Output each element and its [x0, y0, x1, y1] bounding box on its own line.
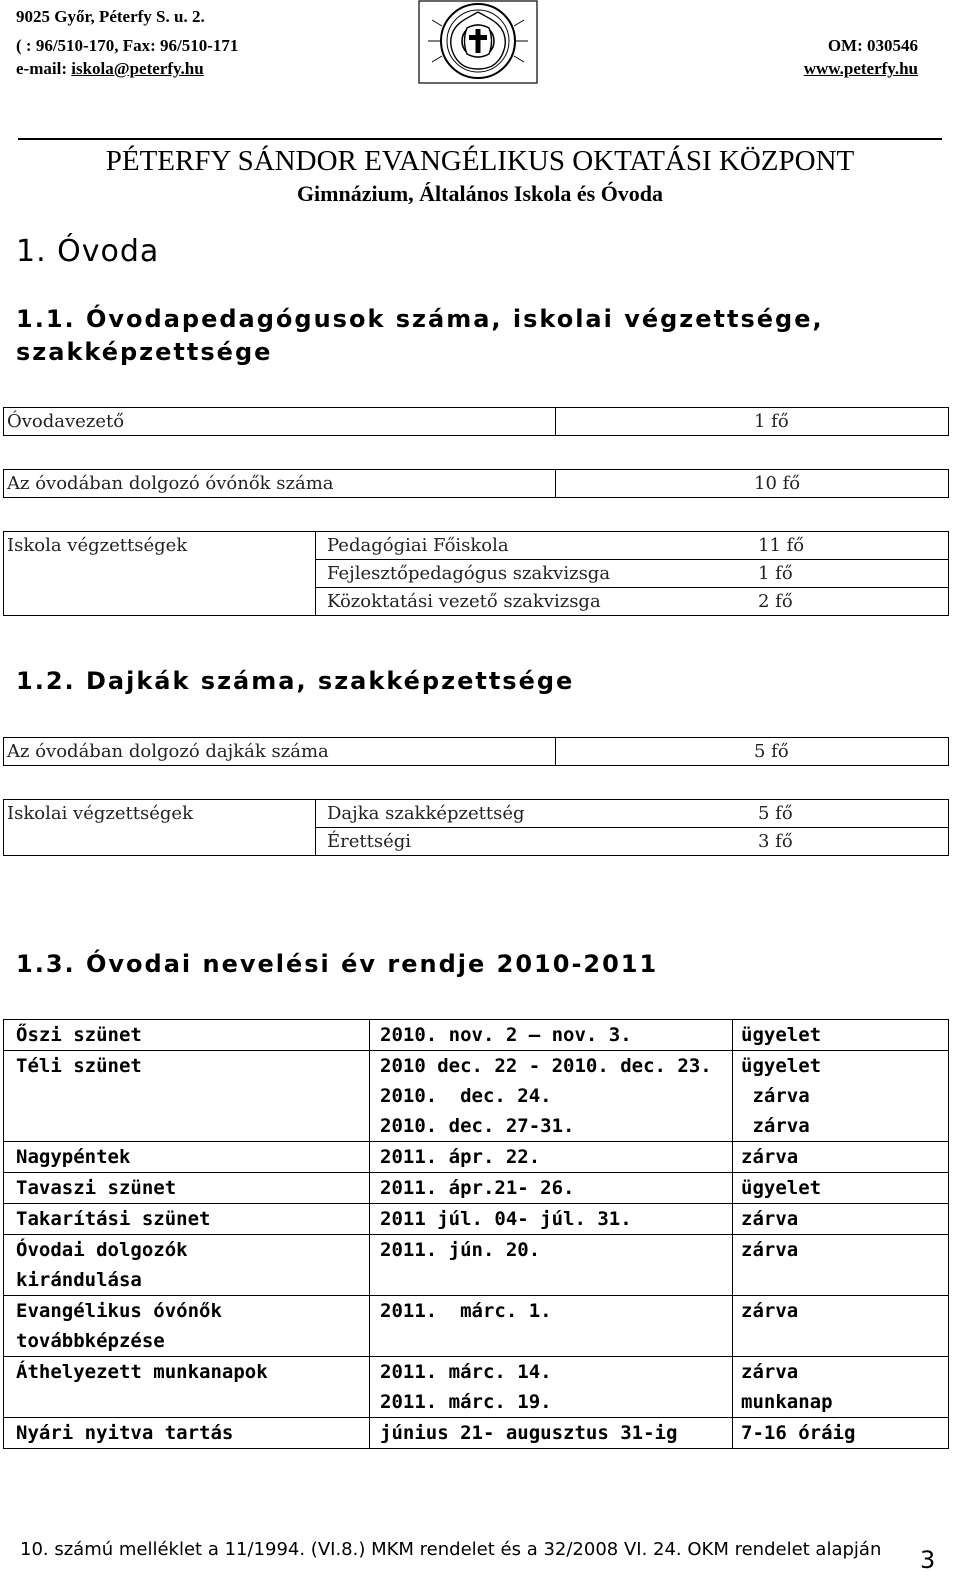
schedule-dates	[370, 1418, 733, 1449]
schedule-status	[733, 1020, 949, 1051]
schedule-event	[4, 1204, 370, 1235]
schedule-row	[4, 1051, 949, 1142]
schedule-status	[733, 1142, 949, 1173]
schedule-dates-line: 2011. márc. 14.	[380, 1361, 552, 1383]
nurses-label: Az óvodában dolgozó dajkák száma	[4, 738, 556, 766]
section-1-3-title: 1.3. Óvodai nevelési év rendje 2010-2011	[16, 950, 659, 978]
qualifications-label: Iskola végzettségek	[4, 532, 316, 560]
schedule-status	[733, 1235, 949, 1296]
section-1-1-title-line2: szakképzettsége	[16, 338, 273, 366]
schedule-event-line: Áthelyezett munkanapok	[16, 1361, 268, 1383]
schedule-status	[733, 1173, 949, 1204]
schedule-status-line: zárva	[741, 1115, 810, 1137]
schedule-dates-line: 2010. dec. 24.	[380, 1085, 552, 1107]
schedule-event	[4, 1142, 370, 1173]
schedule-event-line: kirándulása	[16, 1269, 142, 1291]
institution-subtitle: Gimnázium, Általános Iskola és Óvoda	[296, 181, 664, 206]
qualification-count: 1 fő	[755, 560, 949, 588]
teacher-qualifications-table	[3, 531, 949, 616]
nurse-qualifications-label: Iskolai végzettségek	[4, 800, 316, 828]
schedule-status-line: 7-16 óráig	[741, 1422, 856, 1444]
leader-label: Óvodavezető	[4, 408, 556, 436]
schedule-status-line: zárva	[741, 1146, 799, 1168]
nurses-table	[3, 737, 949, 766]
schedule-dates-line: 2010. dec. 27-31.	[380, 1115, 575, 1137]
qualifications-label-empty	[4, 588, 316, 616]
schedule-dates-line: 2011. jún. 20.	[380, 1239, 541, 1261]
schedule-status	[733, 1204, 949, 1235]
schedule-event	[4, 1418, 370, 1449]
schedule-dates	[370, 1142, 733, 1173]
schedule-row	[4, 1204, 949, 1235]
section-title-ovoda: 1. Óvoda	[16, 234, 160, 269]
school-year-schedule-table	[3, 1019, 949, 1449]
schedule-event	[4, 1296, 370, 1357]
email-link[interactable]: iskola@peterfy.hu	[71, 59, 204, 78]
schedule-status	[733, 1357, 949, 1418]
teachers-count: 10 fő	[556, 470, 949, 498]
schedule-event	[4, 1173, 370, 1204]
phone-fax: ( : 96/510-170, Fax: 96/510-171	[16, 36, 239, 55]
schedule-dates	[370, 1051, 733, 1142]
qualification-count: 11 fő	[755, 532, 949, 560]
qualifications-label-empty	[4, 560, 316, 588]
schedule-row	[4, 1357, 949, 1418]
schedule-dates-line: 2011. ápr.21- 26.	[380, 1177, 575, 1199]
qualification-name: Érettségi	[316, 828, 756, 856]
schedule-dates-line: 2010. nov. 2 – nov. 3.	[380, 1024, 632, 1046]
leader-count: 1 fő	[556, 408, 949, 436]
schedule-dates	[370, 1173, 733, 1204]
schedule-row	[4, 1296, 949, 1357]
institution-name: PÉTERFY SÁNDOR EVANGÉLIKUS OKTATÁSI KÖZPONT	[105, 145, 855, 177]
schedule-status	[733, 1418, 949, 1449]
schedule-row	[4, 1418, 949, 1449]
schedule-event-line: Takarítási szünet	[16, 1208, 211, 1230]
schedule-event-line: Nyári nyitva tartás	[16, 1422, 234, 1444]
schedule-row	[4, 1020, 949, 1051]
schedule-dates-line: 2011. ápr. 22.	[380, 1146, 541, 1168]
schedule-dates	[370, 1204, 733, 1235]
schedule-event-line: Nagypéntek	[16, 1146, 131, 1168]
nurse-qualifications-label-empty	[4, 828, 316, 856]
schedule-dates-line: 2010 dec. 22 - 2010. dec. 23.	[380, 1055, 712, 1077]
schedule-status	[733, 1051, 949, 1142]
qualification-count: 5 fő	[755, 800, 949, 828]
schedule-status-line: zárva	[741, 1208, 799, 1230]
teachers-label: Az óvodában dolgozó óvónők száma	[4, 470, 556, 498]
schedule-event-line: Őszi szünet	[16, 1024, 142, 1046]
om-code: OM: 030546	[827, 36, 918, 55]
qualification-name: Pedagógiai Főiskola	[316, 532, 756, 560]
leader-table	[3, 407, 949, 436]
header-rule	[18, 138, 942, 140]
address: 9025 Győr, Péterfy S. u. 2.	[16, 7, 205, 26]
qualification-name: Fejlesztőpedagógus szakvizsga	[316, 560, 756, 588]
schedule-status-line: zárva	[741, 1085, 810, 1107]
website-link[interactable]: www.peterfy.hu	[803, 59, 918, 78]
schedule-status	[733, 1296, 949, 1357]
schedule-dates-line: június 21- augusztus 31-ig	[380, 1422, 678, 1444]
schedule-row	[4, 1235, 949, 1296]
schedule-status-line: ügyelet	[741, 1177, 822, 1199]
footer-note: 10. számú melléklet a 11/1994. (VI.8.) MKM rendelet és a 32/2008 VI. 24. OKM rendelet alapján	[20, 1539, 882, 1560]
schedule-event	[4, 1020, 370, 1051]
schedule-event-line: Óvodai dolgozók	[16, 1239, 188, 1261]
schedule-dates	[370, 1296, 733, 1357]
schedule-event	[4, 1357, 370, 1418]
schedule-dates	[370, 1357, 733, 1418]
schedule-status-line: zárva	[741, 1361, 799, 1383]
schedule-dates-line: 2011. márc. 1.	[380, 1300, 552, 1322]
schedule-status-line: zárva	[741, 1239, 799, 1261]
schedule-dates-line: 2011 júl. 04- júl. 31.	[380, 1208, 632, 1230]
qualification-name: Közoktatási vezető szakvizsga	[316, 588, 756, 616]
schedule-event	[4, 1051, 370, 1142]
qualification-count: 3 fő	[755, 828, 949, 856]
schedule-dates	[370, 1235, 733, 1296]
schedule-dates-line: 2011. márc. 19.	[380, 1391, 552, 1413]
schedule-event	[4, 1235, 370, 1296]
schedule-status-line: ügyelet	[741, 1055, 822, 1077]
section-1-2-title: 1.2. Dajkák száma, szakképzettsége	[16, 667, 575, 695]
page-number: 3	[920, 1546, 936, 1574]
schedule-row	[4, 1142, 949, 1173]
email-prefix: e-mail:	[16, 59, 72, 78]
section-1-1-title-line1: 1.1. Óvodapedagógusok száma, iskolai végzettsége,	[16, 305, 824, 333]
qualification-count: 2 fő	[755, 588, 949, 616]
schedule-status-line: munkanap	[741, 1391, 833, 1413]
nurse-qualifications-table	[3, 799, 949, 856]
schedule-event-line: Téli szünet	[16, 1055, 142, 1077]
schedule-event-line: továbbképzése	[16, 1330, 165, 1352]
schedule-status-line: ügyelet	[741, 1024, 822, 1046]
teachers-table	[3, 469, 949, 498]
schedule-event-line: Tavaszi szünet	[16, 1177, 177, 1199]
schedule-dates	[370, 1020, 733, 1051]
nurses-count: 5 fő	[556, 738, 949, 766]
schedule-status-line: zárva	[741, 1300, 799, 1322]
schedule-event-line: Evangélikus óvónők	[16, 1300, 222, 1322]
school-seal-logo	[418, 0, 538, 84]
email-line	[16, 59, 204, 79]
schedule-row	[4, 1173, 949, 1204]
qualification-name: Dajka szakképzettség	[316, 800, 756, 828]
